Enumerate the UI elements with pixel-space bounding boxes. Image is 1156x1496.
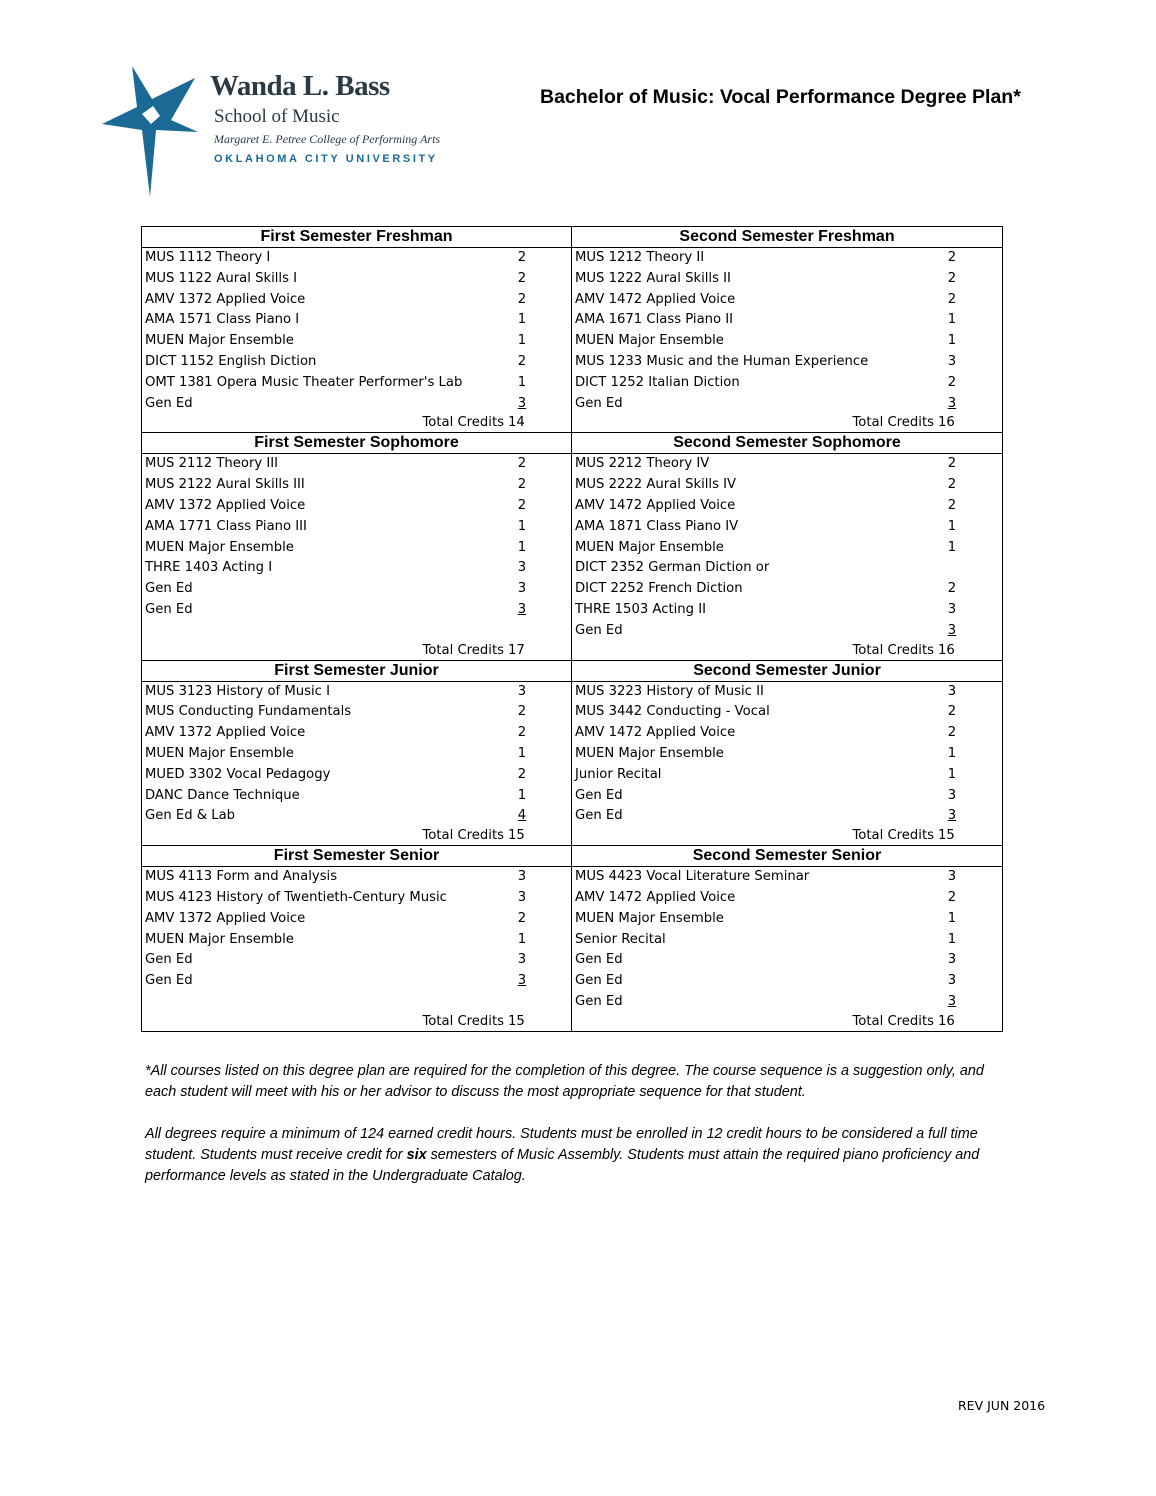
course-row [142, 373, 571, 394]
course-row [142, 971, 571, 992]
course-row [142, 682, 571, 703]
course-name: AMA 1771 Class Piano III [145, 518, 307, 534]
course-credits: 3 [517, 973, 527, 989]
total-credits-label: Total Credits [422, 1013, 504, 1029]
course-name: DANC Dance Technique [145, 787, 300, 803]
course-name: OMT 1381 Opera Music Theater Performer's Lab [145, 374, 463, 390]
course-row [572, 909, 1002, 930]
course-row [142, 496, 571, 517]
course-name: DICT 2252 French Diction [575, 581, 743, 597]
course-row [572, 621, 1002, 642]
course-row [572, 538, 1002, 559]
course-row [142, 538, 571, 559]
course-row [142, 269, 571, 290]
course-row [142, 579, 571, 600]
course-row [142, 475, 571, 496]
total-credits-label: Total Credits [852, 415, 934, 431]
course-credits: 2 [947, 704, 957, 720]
semester-title: Second Semester Freshman [572, 227, 1002, 248]
course-name: MUS 2212 Theory IV [575, 456, 710, 472]
course-credits: 2 [517, 477, 527, 493]
course-name: Gen Ed [575, 395, 623, 411]
course-row [142, 723, 571, 744]
course-name: MUEN Major Ensemble [575, 539, 724, 555]
course-name: Gen Ed [145, 581, 193, 597]
logo-name: Wanda L. Bass [210, 70, 390, 102]
course-name: Gen Ed & Lab [145, 808, 236, 824]
course-credits: 3 [947, 808, 957, 824]
course-row [572, 517, 1002, 538]
semester-title: Second Semester Senior [572, 845, 1002, 867]
course-list [572, 867, 1002, 1013]
total-credits-value: 16 [938, 1013, 955, 1029]
semester-title: First Semester Junior [142, 660, 571, 682]
course-row [572, 558, 1002, 579]
course-credits: 2 [517, 910, 527, 926]
course-name: AMA 1871 Class Piano IV [575, 518, 739, 534]
logo-university: OKLAHOMA CITY UNIVERSITY [214, 153, 438, 165]
course-credits: 1 [517, 333, 527, 349]
total-credits-row [572, 642, 1002, 660]
course-name: AMA 1571 Class Piano I [145, 312, 300, 328]
course-credits: 1 [517, 374, 527, 390]
total-credits-value: 16 [938, 642, 955, 658]
course-credits: 2 [517, 250, 527, 265]
course-credits: 2 [947, 477, 957, 493]
course-row [572, 579, 1002, 600]
total-credits-row [142, 1013, 571, 1031]
course-credits: 2 [947, 250, 957, 265]
star-logo-icon [100, 66, 210, 201]
course-row [572, 600, 1002, 621]
course-name: MUS 3442 Conducting - Vocal [575, 704, 770, 720]
course-row [142, 331, 571, 352]
course-list [142, 248, 571, 414]
logo-college: Margaret E. Petree College of Performing Arts [214, 132, 441, 146]
total-credits-value: 17 [508, 642, 525, 658]
course-credits: 2 [947, 291, 957, 307]
course-row [142, 702, 571, 723]
course-name: MUS 2112 Theory III [145, 456, 279, 472]
course-name [142, 992, 511, 1013]
course-credits: 3 [947, 353, 957, 369]
course-name: MUEN Major Ensemble [575, 333, 724, 349]
course-name: MUEN Major Ensemble [575, 910, 724, 926]
course-name: AMV 1372 Applied Voice [145, 497, 306, 513]
school-logo [100, 66, 500, 201]
course-row [572, 888, 1002, 909]
course-credits: 1 [517, 518, 527, 534]
course-name: AMV 1472 Applied Voice [575, 291, 736, 307]
course-name: MUS 4423 Vocal Literature Seminar [575, 869, 810, 885]
semester-title: First Semester Senior [142, 845, 571, 867]
course-name: MUS Conducting Fundamentals [145, 704, 352, 720]
course-row [572, 702, 1002, 723]
course-credits: 2 [947, 374, 957, 390]
course-name: MUS 1112 Theory I [145, 250, 271, 265]
total-credits-row [142, 414, 571, 432]
year-row [142, 227, 1002, 432]
course-row [572, 496, 1002, 517]
course-row [142, 310, 571, 331]
course-row [572, 992, 1002, 1013]
course-credits: 2 [517, 497, 527, 513]
course-name: AMV 1372 Applied Voice [145, 910, 306, 926]
course-credits: 4 [517, 808, 527, 824]
course-credits [511, 621, 533, 642]
emphasis-six: six [406, 1147, 427, 1163]
course-credits: 3 [947, 683, 957, 699]
course-list [142, 454, 571, 641]
course-credits: 3 [947, 973, 957, 989]
course-name: Gen Ed [575, 952, 623, 968]
logo-school: School of Music [214, 106, 340, 127]
degree-plan-table [141, 226, 1003, 1032]
course-name: MUS 1222 Aural Skills II [575, 270, 731, 286]
total-credits-row [572, 414, 1002, 432]
course-credits: 1 [517, 931, 527, 947]
course-credits: 3 [517, 581, 527, 597]
semester-title: Second Semester Junior [572, 660, 1002, 682]
total-credits-row [142, 827, 571, 845]
course-list [572, 682, 1002, 828]
course-name: AMV 1472 Applied Voice [575, 497, 736, 513]
course-name: MUS 3223 History of Music II [575, 683, 764, 699]
course-row [572, 723, 1002, 744]
total-credits-label: Total Credits [422, 828, 504, 844]
course-credits: 1 [947, 539, 957, 555]
course-name: MUS 2222 Aural Skills IV [575, 477, 737, 493]
semester-title: Second Semester Sophomore [572, 432, 1002, 454]
course-name: Gen Ed [145, 395, 193, 411]
course-name: Gen Ed [575, 808, 623, 824]
course-row [142, 765, 571, 786]
course-name: AMV 1372 Applied Voice [145, 291, 306, 307]
total-credits-row [572, 827, 1002, 845]
course-name: MUS 4113 Form and Analysis [145, 869, 338, 885]
course-row [142, 394, 571, 415]
course-name: Gen Ed [575, 993, 623, 1009]
course-row [572, 475, 1002, 496]
total-credits-value: 15 [508, 1013, 525, 1029]
course-name: DICT 1152 English Diction [145, 353, 317, 369]
course-credits: 1 [947, 333, 957, 349]
total-credits-label: Total Credits [852, 1013, 934, 1029]
course-credits: 1 [517, 745, 527, 761]
footnote-sequence: *All courses listed on this degree plan are required for the completion of this degree. The course sequence is a suggestion only, and each student will meet with his or her advisor to discuss the most appropriate sequence for that student. [145, 1063, 984, 1100]
course-credits: 2 [947, 497, 957, 513]
total-credits-label: Total Credits [422, 642, 504, 658]
course-name [142, 621, 511, 642]
semester-right [572, 660, 1002, 846]
course-name: MUEN Major Ensemble [145, 539, 294, 555]
footnotes [145, 1061, 995, 1208]
semester-title: First Semester Freshman [142, 227, 571, 248]
course-row [142, 600, 571, 621]
course-credits: 3 [947, 622, 957, 638]
course-row [142, 950, 571, 971]
course-name: MUS 1233 Music and the Human Experience [575, 353, 869, 369]
semester-title: First Semester Sophomore [142, 432, 571, 454]
course-row [572, 786, 1002, 807]
revision-date: REV JUN 2016 [958, 1398, 1046, 1413]
course-row [142, 992, 571, 1013]
course-credits: 2 [517, 353, 527, 369]
course-name: MUEN Major Ensemble [145, 333, 294, 349]
course-name: MUEN Major Ensemble [145, 931, 294, 947]
course-row [572, 269, 1002, 290]
course-credits: 3 [517, 560, 527, 576]
course-row [142, 867, 571, 888]
course-credits: 1 [517, 539, 527, 555]
total-credits-label: Total Credits [422, 415, 504, 431]
course-credits: 2 [947, 270, 957, 286]
course-row [572, 290, 1002, 311]
course-name: AMV 1372 Applied Voice [145, 725, 306, 741]
total-credits-value: 15 [938, 828, 955, 844]
total-credits-value: 15 [508, 828, 525, 844]
course-credits: 3 [517, 889, 527, 905]
course-name: Gen Ed [145, 973, 193, 989]
course-credits: 1 [947, 518, 957, 534]
course-name: MUS 4123 History of Twentieth-Century Music [145, 889, 447, 905]
course-credits: 2 [517, 725, 527, 741]
course-name: Gen Ed [145, 952, 193, 968]
semester-left [142, 432, 572, 659]
course-credits: 3 [947, 787, 957, 803]
course-credits: 1 [947, 312, 957, 328]
year-row [142, 660, 1002, 846]
semester-right [572, 227, 1002, 432]
course-row [142, 352, 571, 373]
semester-right [572, 845, 1002, 1031]
year-row [142, 432, 1002, 659]
course-row [572, 867, 1002, 888]
course-row [142, 621, 571, 642]
course-name: MUEN Major Ensemble [145, 745, 294, 761]
course-credits: 2 [517, 766, 527, 782]
course-row [142, 806, 571, 827]
course-row [142, 888, 571, 909]
course-name: MUEN Major Ensemble [575, 745, 724, 761]
course-name: Gen Ed [575, 787, 623, 803]
course-credits: 1 [517, 787, 527, 803]
course-list [142, 867, 571, 1013]
course-name: THRE 1403 Acting I [145, 560, 273, 576]
course-credits: 3 [947, 869, 957, 885]
course-name: MUS 2122 Aural Skills III [145, 477, 305, 493]
course-row [572, 930, 1002, 951]
course-credits: 2 [947, 456, 957, 472]
course-name: Gen Ed [575, 973, 623, 989]
course-row [572, 394, 1002, 415]
total-credits-row [142, 642, 571, 660]
course-credits: 2 [517, 291, 527, 307]
course-name: AMA 1671 Class Piano II [575, 312, 734, 328]
course-credits: 1 [947, 910, 957, 926]
course-name: Senior Recital [575, 931, 666, 947]
course-credits: 3 [517, 395, 527, 411]
course-credits [511, 992, 533, 1013]
course-row [142, 558, 571, 579]
course-row [572, 310, 1002, 331]
course-credits: 3 [517, 601, 527, 617]
course-row [142, 454, 571, 475]
page-title: Bachelor of Music: Vocal Performance Degree Plan* [540, 86, 1021, 108]
course-row [572, 454, 1002, 475]
course-credits: 3 [947, 601, 957, 617]
course-name: DICT 1252 Italian Diction [575, 374, 740, 390]
course-name: MUED 3302 Vocal Pedagogy [145, 766, 331, 782]
course-credits: 2 [947, 725, 957, 741]
total-credits-label: Total Credits [852, 828, 934, 844]
course-credits: 2 [517, 270, 527, 286]
course-row [142, 744, 571, 765]
course-name: MUS 3123 History of Music I [145, 683, 330, 699]
semester-right [572, 432, 1002, 659]
course-name: Gen Ed [575, 622, 623, 638]
course-name: Gen Ed [145, 601, 193, 617]
course-credits: 1 [947, 931, 957, 947]
course-credits: 2 [517, 704, 527, 720]
course-row [142, 290, 571, 311]
year-row [142, 845, 1002, 1031]
course-row [142, 517, 571, 538]
course-row [572, 373, 1002, 394]
course-row [142, 930, 571, 951]
course-row [572, 950, 1002, 971]
total-credits-row [572, 1013, 1002, 1031]
course-row [572, 744, 1002, 765]
course-row [572, 248, 1002, 269]
total-credits-value: 16 [938, 415, 955, 431]
course-row [572, 765, 1002, 786]
course-row [142, 909, 571, 930]
course-credits: 1 [947, 766, 957, 782]
course-credits: 1 [517, 312, 527, 328]
course-credits: 3 [947, 952, 957, 968]
semester-left [142, 227, 572, 432]
course-list [572, 248, 1002, 414]
course-row [572, 682, 1002, 703]
course-credits: 3 [947, 993, 957, 1009]
course-row [572, 331, 1002, 352]
course-credits: 2 [517, 456, 527, 472]
total-credits-value: 14 [508, 415, 525, 431]
course-name: Junior Recital [575, 766, 662, 782]
semester-left [142, 845, 572, 1031]
course-credits: 3 [517, 683, 527, 699]
course-row [572, 971, 1002, 992]
course-row [572, 352, 1002, 373]
course-credits: 3 [947, 395, 957, 411]
course-credits: 3 [517, 869, 527, 885]
course-name: DICT 2352 German Diction or [575, 560, 770, 576]
footnote-requirements: All degrees require a minimum of 124 earned credit hours. Students must be enrolled in 12 credit hours to be considered a full time student. Students must receive credit for six semesters of Music Assembly. Students must attain the required piano proficiency and performance levels as stated in the Undergraduate Catalog. [145, 1126, 980, 1184]
course-credits: 1 [947, 745, 957, 761]
course-credits: 2 [947, 889, 957, 905]
course-credits: 2 [947, 581, 957, 597]
course-name: THRE 1503 Acting II [575, 601, 706, 617]
course-credits [941, 558, 963, 579]
course-row [142, 248, 571, 269]
total-credits-label: Total Credits [852, 642, 934, 658]
course-credits: 3 [517, 952, 527, 968]
course-name: AMV 1472 Applied Voice [575, 725, 736, 741]
course-list [142, 682, 571, 828]
course-row [142, 786, 571, 807]
course-row [572, 806, 1002, 827]
semester-left [142, 660, 572, 846]
course-name: MUS 1122 Aural Skills I [145, 270, 298, 286]
course-name: AMV 1472 Applied Voice [575, 889, 736, 905]
course-list [572, 454, 1002, 641]
course-name: MUS 1212 Theory II [575, 250, 705, 265]
